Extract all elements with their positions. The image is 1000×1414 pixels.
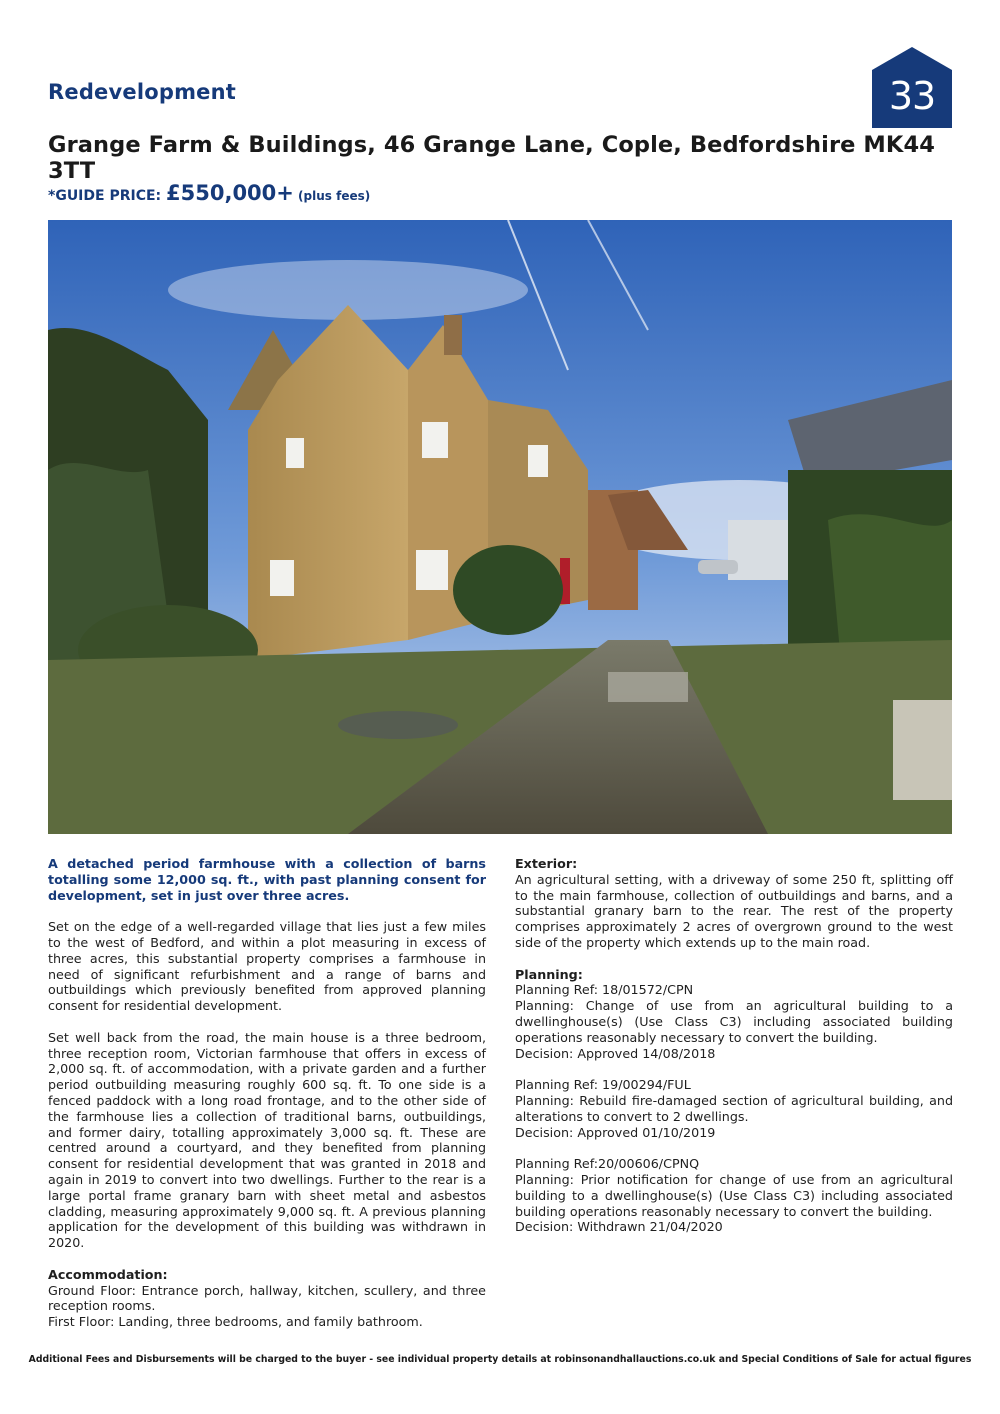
- planning-decision: Decision: Approved 14/08/2018: [515, 1045, 716, 1061]
- guide-price-value: £550,000+: [166, 181, 294, 205]
- planning-decision: Decision: Withdrawn 21/04/2020: [515, 1219, 723, 1235]
- planning-entry: [515, 1156, 953, 1235]
- lot-badge: [871, 46, 953, 128]
- guide-price-label: *GUIDE PRICE:: [48, 188, 167, 204]
- footer-disclaimer: Additional Fees and Disbursements will be charged to the buyer - see individual property details at robinsonandhallauctions.co.uk and Special Conditions of Sale for actual figures: [28, 1354, 972, 1365]
- lead-paragraph: A detached period farmhouse with a collection of barns totalling some 12,000 sq. ft., with past planning consent for development, set in just over three acres.: [48, 856, 486, 903]
- description-paragraph: Set well back from the road, the main house is a three bedroom, three reception room, Victorian farmhouse that offers in excess of 2,000 sq. ft. of accommodation, with a private garden and a further period outbuilding measuring roughly 600 sq. ft. To one side is a fenced paddock with a long road frontage, and to the other side of the farmhouse lies a collection of traditional barns, outbuildings, and former dairy, totalling approximately 3,000 sq. ft. These are centred around a courtyard, and they benefited from planning consent for residential development that was granted in 2018 and again in 2019 to convert into two dwellings. Further to the rear is a large portal frame granary barn with sheet metal and asbestos cladding, measuring approximately 9,000 sq. ft. A previous planning application for the development of this building was withdrawn in 2020.: [48, 1029, 486, 1251]
- exterior-heading: Exterior:: [515, 856, 578, 871]
- property-title: Grange Farm & Buildings, 46 Grange Lane, Cople, Bedfordshire MK44 3TT: [48, 132, 935, 184]
- planning-decision: Decision: Approved 01/10/2019: [515, 1124, 716, 1140]
- ground-floor-text: Ground Floor: Entrance porch, hallway, kitchen, scullery, and three reception rooms.: [48, 1282, 486, 1314]
- planning-description: Planning: Prior notification for change of use from an agricultural building to a dwellinghouse(s) (Use Class C3) including associated building operations reasonably necessary to convert the building.: [515, 1171, 953, 1219]
- planning-ref: Planning Ref:20/00606/CPNQ: [515, 1156, 700, 1172]
- guide-price-line: [48, 181, 370, 205]
- planning-heading: Planning:: [515, 966, 583, 982]
- planning-entry: [515, 1077, 953, 1140]
- lot-number: 33: [888, 74, 936, 118]
- planning-description: Planning: Change of use from an agricultural building to a dwellinghouse(s) (Use Class C3) including associated building operations reasonably necessary to convert the building.: [515, 998, 953, 1045]
- accommodation-section: [48, 1267, 486, 1330]
- accommodation-heading: Accommodation:: [48, 1266, 168, 1282]
- planning-description: Planning: Rebuild fire-damaged section of agricultural building, and alterations to convert to 2 dwellings.: [515, 1092, 953, 1124]
- first-floor-text: First Floor: Landing, three bedrooms, and family bathroom.: [48, 1314, 423, 1330]
- right-column: [515, 856, 953, 1251]
- section-label: Redevelopment: [48, 80, 236, 104]
- guide-price-fees: (plus fees): [293, 189, 371, 203]
- description-paragraph: Set on the edge of a well-regarded village that lies just a few miles to the west of Bedford, and within a plot measuring in excess of three acres, this substantial property comprises a farmhouse in need of significant refurbishment and a range of barns and outbuildings which previously benefited from approved planning consent for residential development.: [48, 919, 486, 1014]
- exterior-section: [515, 856, 953, 951]
- planning-ref: Planning Ref: 19/00294/FUL: [515, 1077, 691, 1093]
- planning-ref: Planning Ref: 18/01572/CPN: [515, 982, 694, 998]
- property-photo: [48, 220, 952, 834]
- left-column: [48, 856, 486, 1346]
- planning-entry: [515, 967, 953, 1062]
- exterior-text: An agricultural setting, with a driveway of some 250 ft, splitting off to the main farmhouse, collection of outbuildings and barns, and a substantial granary barn to the rear. The rest of the property comprises approximately 2 acres of overgrown ground to the west side of the property which extends up to the main road.: [515, 871, 953, 950]
